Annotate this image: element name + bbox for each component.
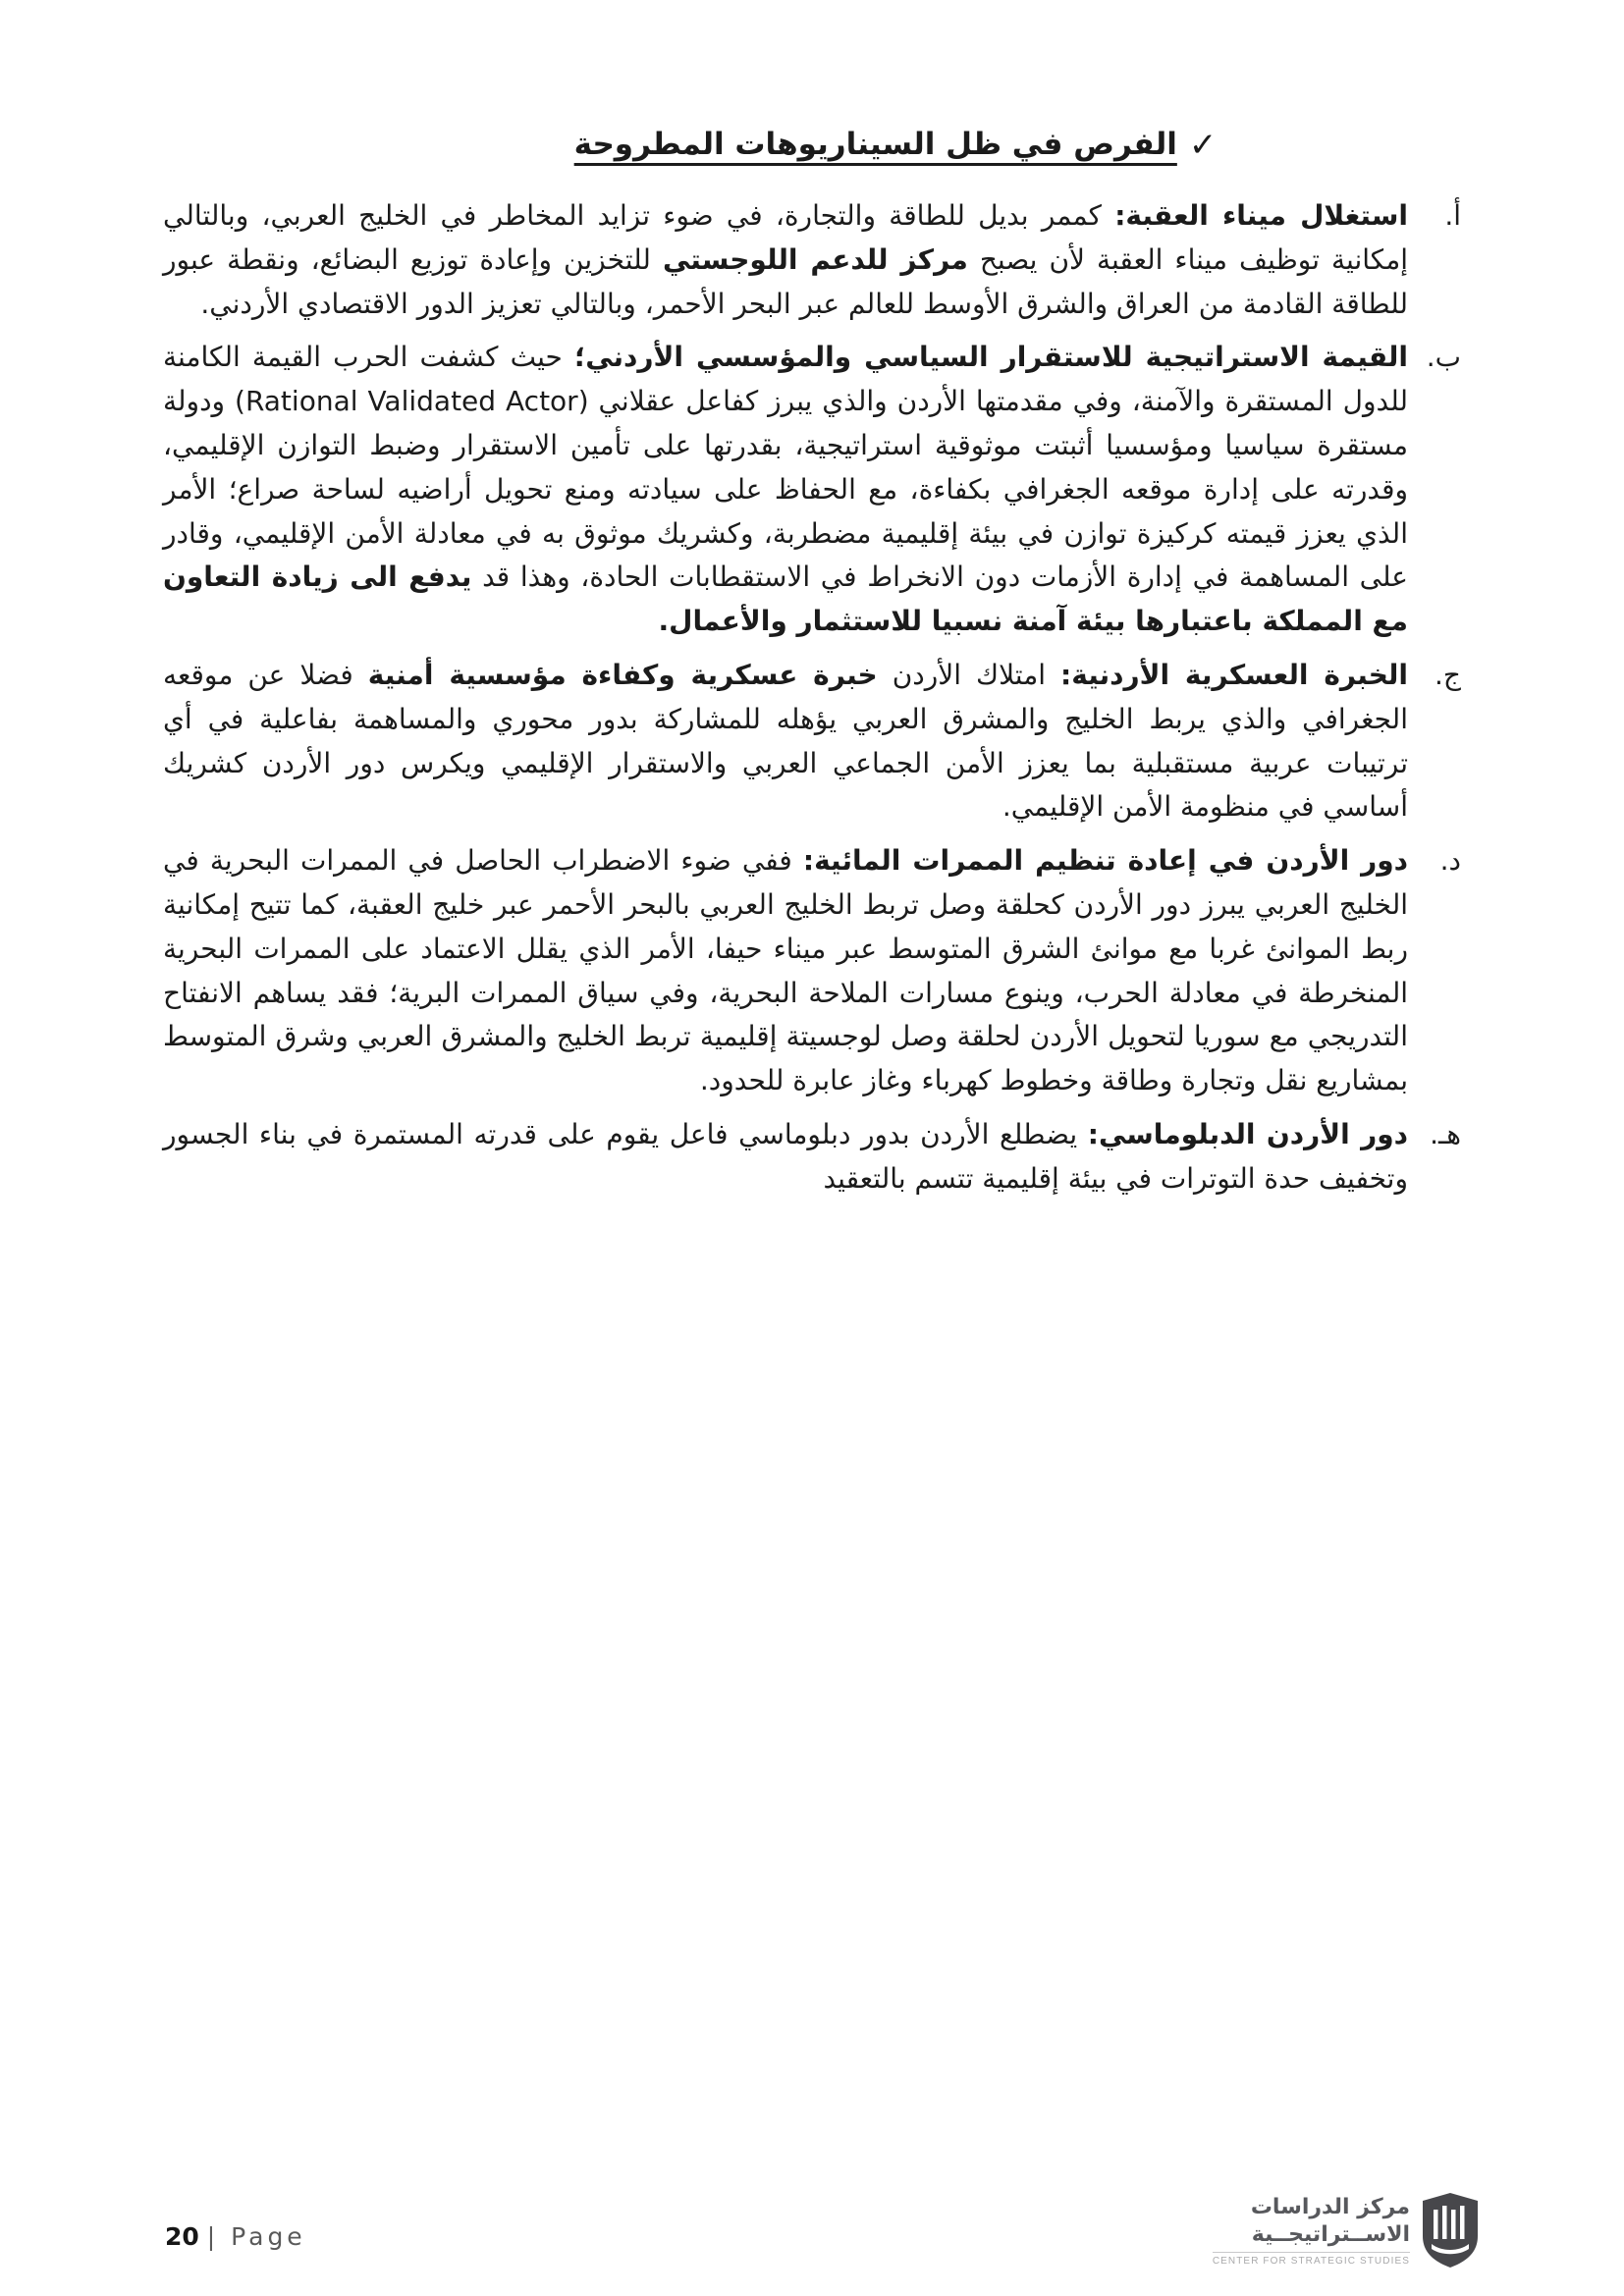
logo-title-line2: الاســتراتيجــية: [1251, 2221, 1410, 2247]
text-run: للتخزين وإعادة توزيع البضائع، ونقطة عبور للطاقة القادمة من العراق والشرق الأوسط للعالم عبر البحر الأحمر، وبالتالي تعزيز الدور الاقتصادي الأردني.: [163, 242, 1408, 320]
center-logo: [1213, 2192, 1481, 2269]
paragraph: [163, 1113, 1408, 1201]
paragraph: [163, 336, 1408, 644]
page-content: [163, 124, 1461, 1211]
list-item-d: [163, 839, 1461, 1103]
strategic-studies-shield-icon: [1420, 2192, 1481, 2269]
page-number: 20: [165, 2222, 199, 2251]
paragraph: [163, 654, 1408, 829]
paragraph: [163, 839, 1408, 1103]
list-item-b: [163, 336, 1461, 644]
list-marker: ب.: [1426, 341, 1461, 374]
bold-run: مركز للدعم اللوجستي: [662, 242, 968, 276]
bold-run: استغلال ميناء العقبة:: [1114, 199, 1408, 232]
logo-subtitle-en: CENTER FOR STRATEGIC STUDIES: [1213, 2252, 1410, 2267]
page-label: | Page: [206, 2222, 306, 2251]
page-footer: [165, 2222, 306, 2251]
paragraph: [163, 194, 1408, 326]
logo-text-block: [1213, 2194, 1410, 2267]
bold-run: خبرة عسكرية وكفاءة مؤسسية أمنية: [367, 658, 878, 691]
list-item-e: [163, 1113, 1461, 1201]
text-run: ففي ضوء الاضطراب الحاصل في الممرات البحرية في الخليج العربي يبرز دور الأردن كحلقة وصل تربط الخليج العربي بالبحر الأحمر عبر خليج العقبة، كما تتيح إمكانية ربط الموانئ غربا مع موانئ الشرق المتوسط عبر ميناء حيفا، الأمر الذي يقلل الاعتماد على الممرات البحرية المنخرطة في معادلة الحرب، وينوع مسارات الملاحة البحرية، وفي سياق الممرات البرية؛ فقد يساهم الانفتاح التدريجي مع سوريا لتحويل الأردن لحلقة وصل لوجسيتة إقليمية تربط الخليج والمشرق العربي وشرق المتوسط بمشاريع نقل وتجارة وطاقة وخطوط كهرباء وغاز عابرة للحدود.: [163, 844, 1408, 1097]
bold-run: الخبرة العسكرية الأردنية:: [1060, 658, 1409, 691]
section-heading-text: الفرص في ظل السيناريوهات المطروحة: [573, 127, 1177, 162]
list-marker: هـ.: [1430, 1117, 1461, 1150]
list-item-c: [163, 654, 1461, 829]
logo-title-line1: مركز الدراسات: [1250, 2195, 1410, 2219]
text-run: فضلا عن موقعه الجغرافي والذي يربط الخليج والمشرق العربي يؤهله للمشاركة بدور محوري والمساهمة بفاعلية في أي ترتيبات عربية مستقبلية بما يعزز الأمن الجماعي العربي والاستقرار الإقليمي ويكرس دور الأردن كشريك أساسي في منظومة الأمن الإقليمي.: [163, 658, 1408, 824]
list-item-a: [163, 194, 1461, 326]
bold-run: دور الأردن في إعادة تنظيم الممرات المائية:: [802, 844, 1409, 878]
list-marker: ج.: [1435, 658, 1461, 691]
text-run: حيث كشفت الحرب القيمة الكامنة للدول المستقرة والآمنة، وفي مقدمتها الأردن والذي يبرز كفاعل عقلاني (Rational Validated Actor) ودولة مستقرة سياسيا ومؤسسيا أثبتت موثوقية استراتيجية، بقدرتها على تأمين الاستقرار وضبط التوازن الإقليمي، وقدرته على إدارة موقعه الجغرافي بكفاءة، مع الحفاظ على سيادته ومنع تحويل أراضيه لساحة صراع؛ الأمر الذي يعزز قيمته كركيزة توازن في بيئة إقليمية مضطربة، وكشريك موثوق به في معادلة الأمن الإقليمي، وقادر على المساهمة في إدارة الأزمات دون الانخراط في الاستقطابات الحادة، وهذا قد: [163, 341, 1409, 594]
section-heading: [163, 124, 1461, 163]
bold-run: دور الأردن الدبلوماسي:: [1087, 1117, 1409, 1150]
checkmark-icon: ✓: [1188, 126, 1218, 165]
text-run: كممر بديل للطاقة والتجارة، في ضوء تزايد المخاطر في الخليج العربي، وبالتالي إمكانية توظيف ميناء العقبة لأن يصبح: [163, 199, 1409, 276]
text-run: امتلاك الأردن: [877, 658, 1061, 691]
bold-run: يدفع الى زيادة التعاون مع المملكة باعتبارها بيئة آمنة نسبيا للاستثمار والأعمال.: [163, 561, 1408, 638]
list-marker: د.: [1439, 844, 1461, 878]
bold-run: القيمة الاستراتيجية للاستقرار السياسي والمؤسسي الأردني؛: [574, 341, 1408, 374]
list-marker: أ.: [1444, 199, 1461, 232]
text-run: يضطلع الأردن بدور دبلوماسي فاعل يقوم على قدرته المستمرة في بناء الجسور وتخفيف حدة التوترات في بيئة إقليمية تتسم بالتعقيد: [163, 1117, 1408, 1195]
